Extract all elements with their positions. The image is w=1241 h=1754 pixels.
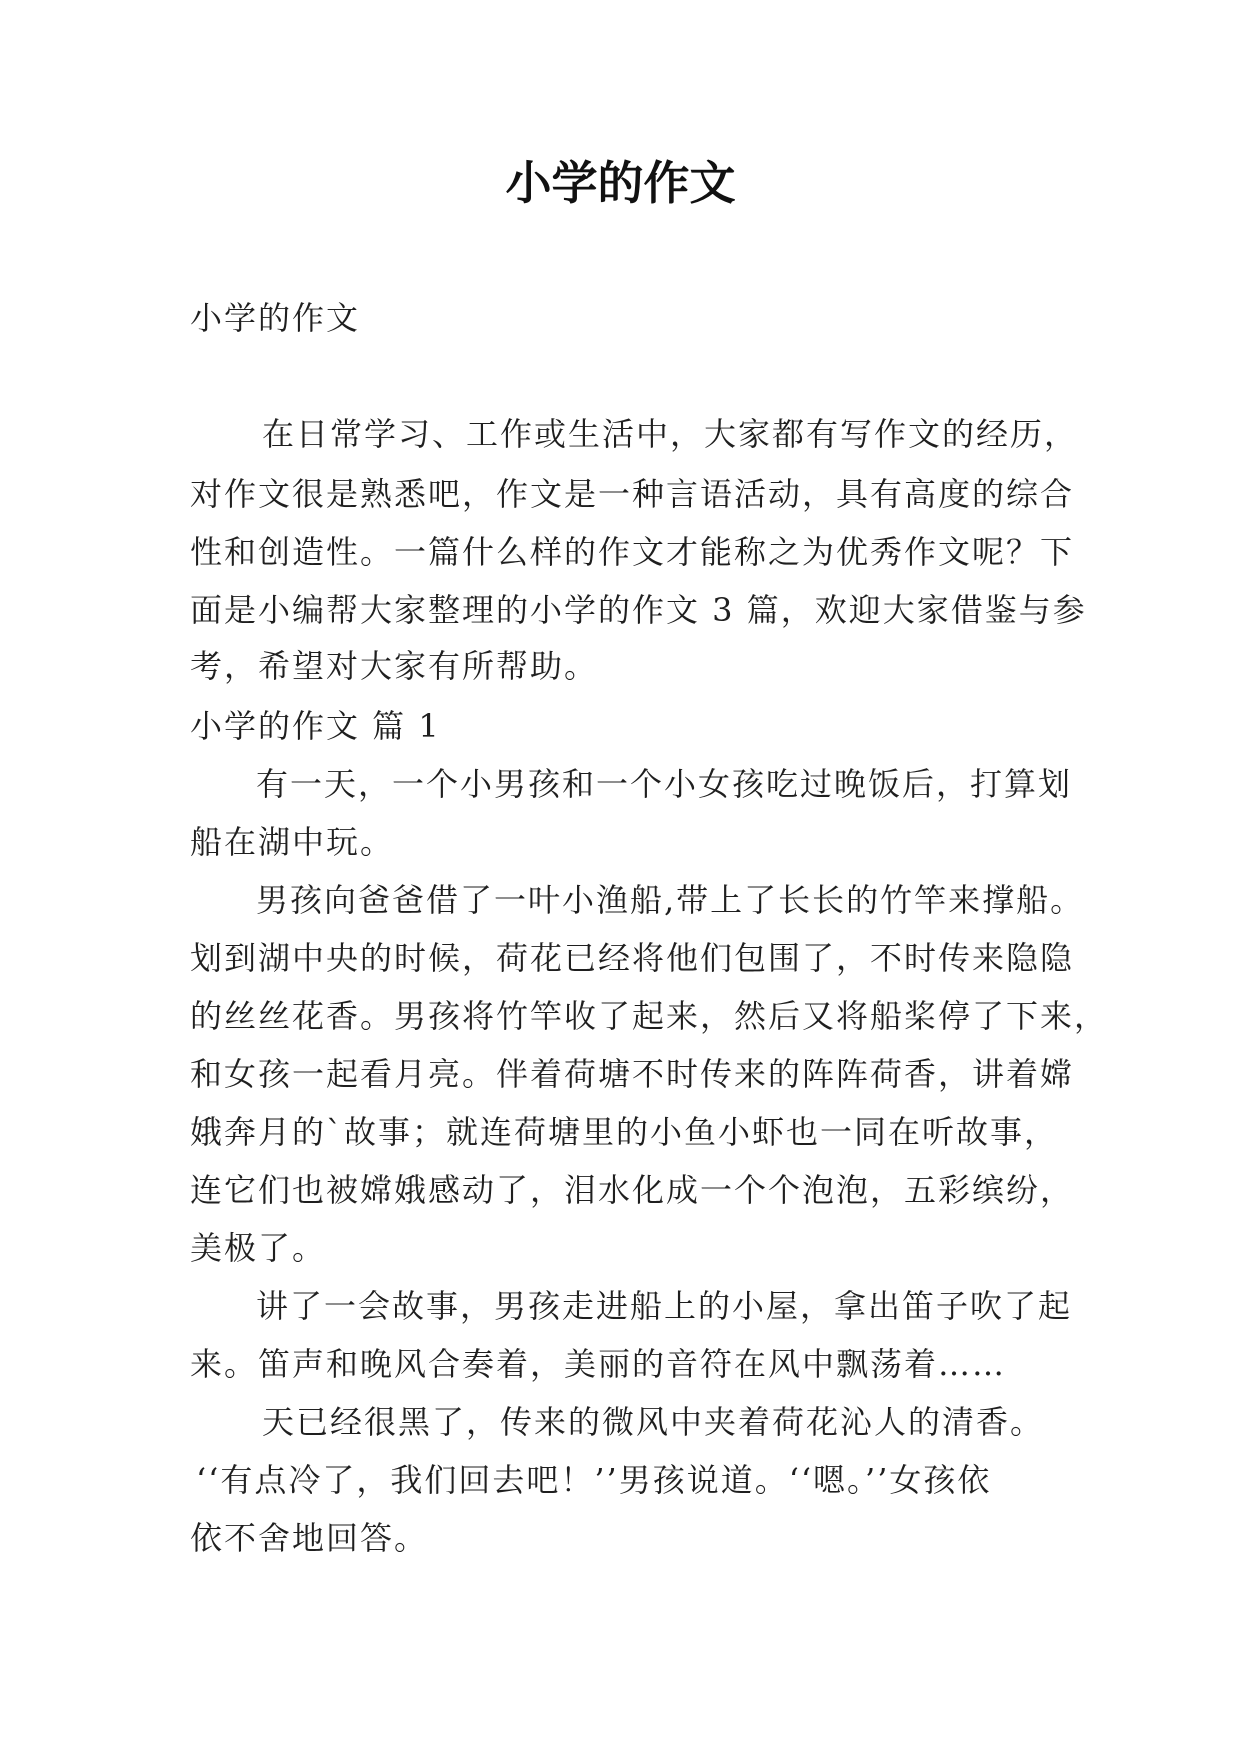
intro-line: 考，希望对大家有所帮助。 bbox=[190, 647, 599, 685]
paragraph-line: 有一天，一个小男孩和一个小女孩吃过晚饭后，打算划 bbox=[256, 765, 1073, 803]
paragraph-line: ‘‘有点冷了，我们回去吧！’’男孩说道。‘‘嗯。’’女孩依 bbox=[196, 1461, 992, 1499]
paragraph-line: 依不舍地回答。 bbox=[190, 1519, 429, 1557]
paragraph-line: 连它们也被嫦娥感动了，泪水化成一个个泡泡，五彩缤纷， bbox=[190, 1171, 1075, 1209]
paragraph-line: 男孩向爸爸借了一叶小渔船,带上了长长的竹竿来撑船。 bbox=[256, 881, 1085, 919]
intro-line: 性和创造性。一篇什么样的作文才能称之为优秀作文呢？下 bbox=[190, 533, 1075, 571]
paragraph-line: 讲了一会故事，男孩走进船上的小屋，拿出笛子吹了起 bbox=[256, 1287, 1073, 1325]
paragraph-line: 天已经很黑了，传来的微风中夹着荷花沁人的清香。 bbox=[262, 1403, 1045, 1441]
paragraph-line: 来。笛声和晚风合奏着，美丽的音符在风中飘荡着…… bbox=[190, 1345, 1007, 1383]
intro-line: 在日常学习、工作或生活中，大家都有写作文的经历， bbox=[262, 415, 1079, 453]
document-subtitle: 小学的作文 bbox=[190, 299, 361, 337]
section-heading: 小学的作文 篇 1 bbox=[190, 707, 441, 745]
paragraph-line: 船在湖中玩。 bbox=[190, 823, 395, 861]
paragraph-line: 娥奔月的`故事；就连荷塘里的小鱼小虾也一同在听故事， bbox=[190, 1113, 1059, 1151]
intro-line: 面是小编帮大家整理的小学的作文 3 篇，欢迎大家借鉴与参 bbox=[190, 591, 1087, 629]
paragraph-line: 美极了。 bbox=[190, 1229, 327, 1267]
paragraph-line: 划到湖中央的时候，荷花已经将他们包围了，不时传来隐隐 bbox=[190, 939, 1075, 977]
paragraph-line: 的丝丝花香。男孩将竹竿收了起来，然后又将船桨停了下来， bbox=[190, 997, 1109, 1035]
document-title: 小学的作文 bbox=[505, 156, 736, 210]
intro-line: 对作文很是熟悉吧，作文是一种言语活动，具有高度的综合 bbox=[190, 475, 1075, 513]
paragraph-line: 和女孩一起看月亮。伴着荷塘不时传来的阵阵荷香，讲着嫦 bbox=[190, 1055, 1075, 1093]
